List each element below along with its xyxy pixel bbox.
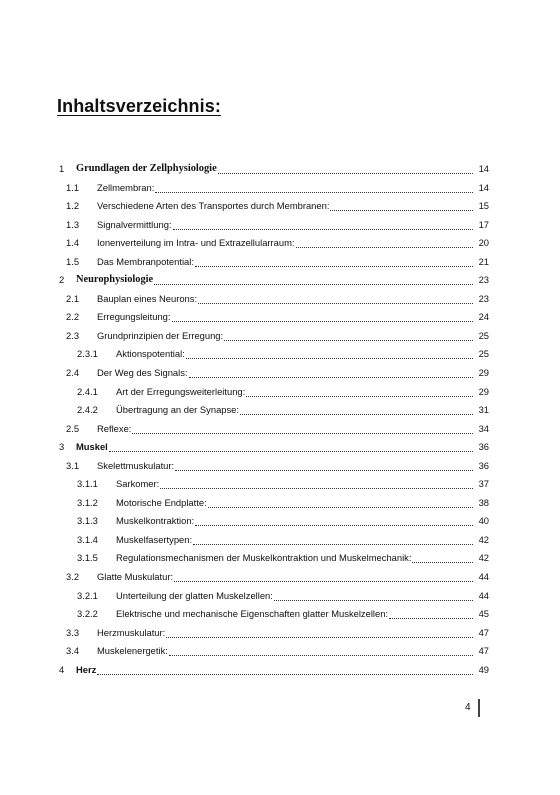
toc-entry-page: 17 bbox=[478, 218, 489, 230]
dot-leader bbox=[195, 516, 473, 526]
toc-entry[interactable] bbox=[57, 254, 489, 273]
dot-leader bbox=[155, 183, 473, 193]
toc-entry-title-text: Der Weg des Signals: bbox=[97, 367, 188, 379]
toc-entry-title bbox=[97, 293, 473, 305]
toc-entry[interactable] bbox=[57, 495, 489, 514]
toc-entry-title bbox=[97, 330, 473, 342]
dot-leader bbox=[169, 646, 473, 656]
dot-leader bbox=[224, 331, 473, 341]
toc-entry-page: 36 bbox=[478, 459, 489, 471]
page-number bbox=[463, 699, 481, 717]
dot-leader bbox=[330, 201, 473, 211]
toc-entry-number: 2 bbox=[59, 274, 65, 286]
toc-entry-page: 29 bbox=[478, 385, 489, 397]
toc-entry-page: 31 bbox=[478, 404, 489, 416]
toc-entry-page: 42 bbox=[478, 533, 489, 545]
toc-entry-number: 1.1 bbox=[66, 181, 80, 193]
dot-leader bbox=[193, 535, 473, 545]
toc-entry[interactable] bbox=[57, 180, 489, 199]
dot-leader bbox=[189, 368, 474, 378]
toc-entry-title bbox=[116, 404, 473, 416]
toc-entry-number: 3.1 bbox=[66, 459, 80, 471]
toc-entry-page: 20 bbox=[478, 237, 489, 249]
dot-leader bbox=[172, 312, 474, 322]
toc-entry-number: 2.4.2 bbox=[77, 404, 98, 416]
toc-entry-title-text: Verschiedene Arten des Transportes durch Membranen: bbox=[97, 200, 330, 212]
toc-entry-page: 36 bbox=[478, 441, 489, 453]
toc-entry-title bbox=[116, 552, 473, 564]
toc-entry-title-text: Muskelfasertypen: bbox=[116, 533, 193, 545]
toc-entry-number: 2.4.1 bbox=[77, 385, 98, 397]
toc-entry-title-text: Elektrische und mechanische Eigenschaften glatter Muskelzellen: bbox=[116, 608, 389, 620]
toc-entry-number: 3.1.5 bbox=[77, 552, 98, 564]
toc-entry-page: 14 bbox=[478, 163, 489, 174]
toc-entry-number: 3.1.3 bbox=[77, 515, 98, 527]
toc-entry-page: 37 bbox=[478, 478, 489, 490]
toc-entry-title-text: Erregungsleitung: bbox=[97, 311, 171, 323]
toc-entry-title-text: Das Membranpotential: bbox=[97, 255, 194, 267]
toc-entry-page: 44 bbox=[478, 589, 489, 601]
dot-leader bbox=[154, 275, 473, 285]
toc-entry-title-text: Regulationsmechanismen der Muskelkontraktion und Muskelmechanik: bbox=[116, 552, 412, 564]
dot-leader bbox=[166, 628, 473, 638]
toc-entry[interactable] bbox=[57, 384, 489, 403]
toc-entry-title bbox=[97, 423, 473, 435]
toc-entry-number: 3.2.1 bbox=[77, 589, 98, 601]
toc-entry-number: 1.2 bbox=[66, 200, 80, 212]
toc-entry-number: 1 bbox=[59, 163, 65, 174]
toc-entry-number: 3.3 bbox=[66, 626, 80, 638]
dot-leader bbox=[208, 498, 473, 508]
toc-entry-title-text: Muskelenergetik: bbox=[97, 645, 168, 657]
toc-entry-page: 47 bbox=[478, 645, 489, 657]
toc-entry-title-text: Skelettmuskulatur: bbox=[97, 459, 175, 471]
toc-entry-title-text: Zellmembran: bbox=[97, 181, 155, 193]
toc-entry-page: 14 bbox=[478, 181, 489, 193]
toc-entry-number: 2.3.1 bbox=[77, 348, 98, 360]
toc-heading: Inhaltsverzeichnis: bbox=[57, 96, 221, 116]
toc-entry-page: 38 bbox=[478, 496, 489, 508]
toc-entry-title-text: Bauplan eines Neurons: bbox=[97, 292, 198, 304]
dot-leader bbox=[296, 238, 474, 248]
toc-entry-page: 15 bbox=[478, 200, 489, 212]
dot-leader bbox=[186, 349, 473, 359]
toc-entry-title bbox=[116, 534, 473, 546]
dot-leader bbox=[173, 220, 473, 230]
toc-entry-title bbox=[116, 478, 473, 490]
dot-leader bbox=[389, 609, 473, 619]
toc-entry-page: 42 bbox=[478, 552, 489, 564]
toc-entry[interactable] bbox=[57, 625, 489, 644]
toc-entry-title bbox=[116, 608, 473, 620]
toc-entry[interactable] bbox=[57, 569, 489, 588]
toc-entry-page: 40 bbox=[478, 515, 489, 527]
toc-entry-title bbox=[97, 256, 473, 268]
toc-entry-number: 3.2 bbox=[66, 571, 80, 583]
page-number-text: 4 bbox=[465, 702, 471, 713]
toc-entry-title bbox=[116, 497, 473, 509]
toc-entry-title bbox=[97, 367, 473, 379]
toc-entry[interactable] bbox=[57, 291, 489, 310]
toc-entry-title bbox=[97, 627, 473, 639]
toc-entry-title-text: Motorische Endplatte: bbox=[116, 496, 207, 508]
toc-entry-title-text: Neurophysiologie bbox=[76, 274, 154, 286]
toc-entry-title-text: Unterteilung der glatten Muskelzellen: bbox=[116, 589, 273, 601]
toc-entry[interactable] bbox=[57, 550, 489, 569]
page-number-rule bbox=[478, 699, 480, 717]
toc-entry-number: 1.4 bbox=[66, 237, 80, 249]
toc-entry-number: 3 bbox=[59, 441, 65, 453]
toc-entry-title bbox=[97, 311, 473, 323]
toc-entry-page: 25 bbox=[478, 329, 489, 341]
table-of-contents bbox=[57, 161, 489, 680]
toc-entry[interactable] bbox=[57, 346, 489, 365]
toc-entry-title bbox=[76, 664, 473, 676]
toc-entry-title-text: Grundprinzipien der Erregung: bbox=[97, 329, 224, 341]
toc-entry-title-text: Übertragung an der Synapse: bbox=[116, 404, 239, 416]
toc-entry-title-text: Muskelkontraktion: bbox=[116, 515, 195, 527]
toc-entry-title bbox=[76, 163, 473, 175]
toc-entry-number: 2.1 bbox=[66, 292, 80, 304]
toc-entry[interactable] bbox=[57, 272, 489, 291]
dot-leader bbox=[218, 164, 473, 174]
toc-entry-number: 3.1.1 bbox=[77, 478, 98, 490]
toc-entry[interactable] bbox=[57, 662, 489, 681]
toc-entry[interactable] bbox=[57, 513, 489, 532]
toc-entry[interactable] bbox=[57, 643, 489, 662]
toc-entry-title bbox=[97, 645, 473, 657]
toc-entry-title-text: Ionenverteilung im Intra- und Extrazellularraum: bbox=[97, 237, 295, 249]
dot-leader bbox=[274, 591, 473, 601]
dot-leader bbox=[174, 572, 473, 582]
toc-entry[interactable] bbox=[57, 235, 489, 254]
dot-leader bbox=[412, 553, 473, 563]
dot-leader bbox=[246, 387, 473, 397]
dot-leader bbox=[175, 461, 473, 471]
toc-entry-title-text: Reflexe: bbox=[97, 422, 132, 434]
toc-entry[interactable] bbox=[57, 476, 489, 495]
toc-entry[interactable] bbox=[57, 532, 489, 551]
toc-entry-title bbox=[97, 182, 473, 194]
toc-entry-number: 3.2.2 bbox=[77, 608, 98, 620]
toc-entry-title bbox=[97, 219, 473, 231]
toc-entry-number: 2.3 bbox=[66, 329, 80, 341]
toc-entry-title-text: Aktionspotential: bbox=[116, 348, 185, 360]
toc-entry-title-text: Sarkomer: bbox=[116, 478, 160, 490]
toc-entry-title bbox=[116, 386, 473, 398]
toc-entry-number: 2.5 bbox=[66, 422, 80, 434]
toc-entry-title bbox=[76, 274, 473, 286]
toc-entry-number: 2.2 bbox=[66, 311, 80, 323]
toc-entry[interactable] bbox=[57, 439, 489, 458]
toc-entry-title bbox=[116, 590, 473, 602]
toc-entry-title-text: Herzmuskulatur: bbox=[97, 626, 166, 638]
toc-entry[interactable] bbox=[57, 161, 489, 180]
toc-entry-number: 1.5 bbox=[66, 255, 80, 267]
toc-entry-page: 24 bbox=[478, 311, 489, 323]
toc-entry-page: 34 bbox=[478, 422, 489, 434]
dot-leader bbox=[198, 294, 473, 304]
toc-entry-number: 2.4 bbox=[66, 367, 80, 379]
toc-entry-number: 3.1.4 bbox=[77, 533, 98, 545]
toc-entry[interactable] bbox=[57, 421, 489, 440]
dot-leader bbox=[195, 257, 473, 267]
toc-entry[interactable] bbox=[57, 309, 489, 328]
dot-leader bbox=[97, 665, 473, 675]
toc-entry-number: 3.1.2 bbox=[77, 496, 98, 508]
dot-leader bbox=[240, 405, 473, 415]
toc-entry-page: 45 bbox=[478, 608, 489, 620]
toc-entry-title bbox=[116, 348, 473, 360]
toc-entry-page: 21 bbox=[478, 255, 489, 267]
dot-leader bbox=[160, 479, 473, 489]
toc-entry-title-text: Glatte Muskulatur: bbox=[97, 571, 174, 583]
toc-entry-page: 23 bbox=[478, 274, 489, 286]
toc-entry[interactable] bbox=[57, 588, 489, 607]
toc-entry-title bbox=[76, 441, 473, 453]
toc-entry[interactable] bbox=[57, 402, 489, 421]
dot-leader bbox=[109, 442, 473, 452]
toc-entry-title bbox=[97, 237, 473, 249]
toc-entry-title-text: Muskel bbox=[76, 441, 108, 453]
toc-entry-title bbox=[97, 200, 473, 212]
dot-leader bbox=[132, 424, 473, 434]
toc-entry[interactable] bbox=[57, 458, 489, 477]
toc-entry[interactable] bbox=[57, 198, 489, 217]
toc-entry-number: 4 bbox=[59, 663, 65, 675]
toc-entry-page: 25 bbox=[478, 348, 489, 360]
toc-entry[interactable] bbox=[57, 217, 489, 236]
toc-entry[interactable] bbox=[57, 328, 489, 347]
toc-entry-title bbox=[97, 571, 473, 583]
toc-entry[interactable] bbox=[57, 365, 489, 384]
toc-entry-title-text: Signalvermittlung: bbox=[97, 218, 172, 230]
toc-entry[interactable] bbox=[57, 606, 489, 625]
toc-entry-title-text: Grundlagen der Zellphysiologie bbox=[76, 163, 217, 174]
toc-entry-title bbox=[97, 460, 473, 472]
toc-entry-page: 47 bbox=[478, 626, 489, 638]
toc-entry-title-text: Herz bbox=[76, 663, 97, 675]
toc-entry-number: 3.4 bbox=[66, 645, 80, 657]
toc-entry-title bbox=[116, 515, 473, 527]
toc-entry-page: 49 bbox=[478, 663, 489, 675]
toc-entry-page: 29 bbox=[478, 367, 489, 379]
toc-entry-number: 1.3 bbox=[66, 218, 80, 230]
toc-entry-page: 44 bbox=[478, 571, 489, 583]
toc-entry-page: 23 bbox=[478, 292, 489, 304]
toc-entry-title-text: Art der Erregungsweiterleitung: bbox=[116, 385, 246, 397]
